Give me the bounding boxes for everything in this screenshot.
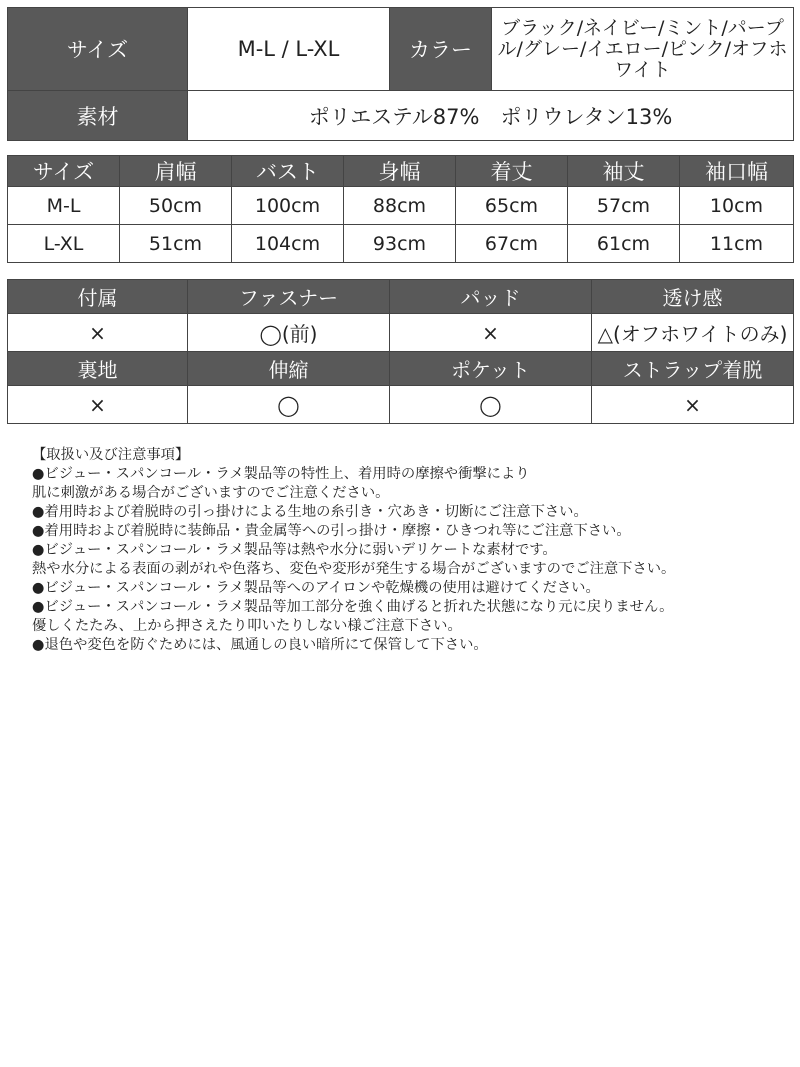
feature-header: 付属 [8, 280, 188, 314]
color-value: ブラック/ネイビー/ミント/パープル/グレー/イエロー/ピンク/オフホワイト [492, 8, 794, 91]
table-row [8, 225, 794, 263]
size-table-header [8, 156, 794, 187]
color-label: カラー [390, 8, 492, 91]
features-table [7, 279, 794, 424]
size-label: サイズ [8, 8, 188, 91]
feature-header: 透け感 [592, 280, 794, 314]
header-cell: 袖丈 [568, 156, 680, 187]
spec-table [7, 7, 794, 141]
table-cell: 57cm [568, 187, 680, 225]
feature-header: 裏地 [8, 352, 188, 386]
feature-value: × [390, 314, 592, 352]
feature-value: × [8, 386, 188, 424]
material-label: 素材 [8, 91, 188, 141]
table-row [8, 187, 794, 225]
note-line: ●ビジュー・スパンコール・ラメ製品等の特性上、着用時の摩擦や衝撃により [32, 466, 530, 482]
header-cell: 袖口幅 [680, 156, 794, 187]
table-cell: 10cm [680, 187, 794, 225]
table-cell: 67cm [456, 225, 568, 263]
table-cell: 65cm [456, 187, 568, 225]
table-cell: 104cm [232, 225, 344, 263]
note-line: 熱や水分による表面の剥がれや色落ち、変色や変形が発生する場合がございますのでご注意下さい。 [32, 561, 676, 577]
table-cell: 11cm [680, 225, 794, 263]
table-cell: M-L [8, 187, 120, 225]
care-notes [32, 446, 792, 655]
header-cell: 肩幅 [120, 156, 232, 187]
note-line: ●ビジュー・スパンコール・ラメ製品等へのアイロンや乾燥機の使用は避けてください。 [32, 580, 600, 596]
feature-value: × [8, 314, 188, 352]
feature-header: 伸縮 [188, 352, 390, 386]
table-cell: L-XL [8, 225, 120, 263]
note-line: ●着用時および着脱時の引っ掛けによる生地の糸引き・穴あき・切断にご注意下さい。 [32, 504, 588, 520]
feature-header: ストラップ着脱 [592, 352, 794, 386]
table-cell: 51cm [120, 225, 232, 263]
note-line: ●着用時および着脱時に装飾品・貴金属等への引っ掛け・摩擦・ひきつれ等にご注意下さい。 [32, 523, 631, 539]
table-cell: 88cm [344, 187, 456, 225]
size-value: M-L / L-XL [188, 8, 390, 91]
feature-header: パッド [390, 280, 592, 314]
note-line: ●退色や変色を防ぐためには、風通しの良い暗所にて保管して下さい。 [32, 637, 488, 653]
header-cell: バスト [232, 156, 344, 187]
header-cell: サイズ [8, 156, 120, 187]
feature-value: × [592, 386, 794, 424]
note-line: 優しくたたみ、上から押さえたり叩いたりしない様ご注意下さい。 [32, 618, 462, 634]
table-cell: 100cm [232, 187, 344, 225]
table-cell: 93cm [344, 225, 456, 263]
table-cell: 61cm [568, 225, 680, 263]
feature-header: ファスナー [188, 280, 390, 314]
feature-value: ◯ [390, 386, 592, 424]
note-line: ●ビジュー・スパンコール・ラメ製品等は熱や水分に弱いデリケートな素材です。 [32, 542, 557, 558]
feature-value: △(オフホワイトのみ) [592, 314, 794, 352]
note-line: ●ビジュー・スパンコール・ラメ製品等加工部分を強く曲げると折れた状態になり元に戻りません。 [32, 599, 674, 615]
table-cell: 50cm [120, 187, 232, 225]
material-value: ポリエステル87% ポリウレタン13% [188, 91, 794, 141]
feature-header: ポケット [390, 352, 592, 386]
header-cell: 身幅 [344, 156, 456, 187]
size-table [7, 155, 794, 263]
header-cell: 着丈 [456, 156, 568, 187]
feature-value: ◯(前) [188, 314, 390, 352]
feature-value: ◯ [188, 386, 390, 424]
notes-heading: 【取扱い及び注意事項】 [32, 447, 190, 463]
note-line: 肌に刺激がある場合がございますのでご注意ください。 [32, 485, 390, 501]
